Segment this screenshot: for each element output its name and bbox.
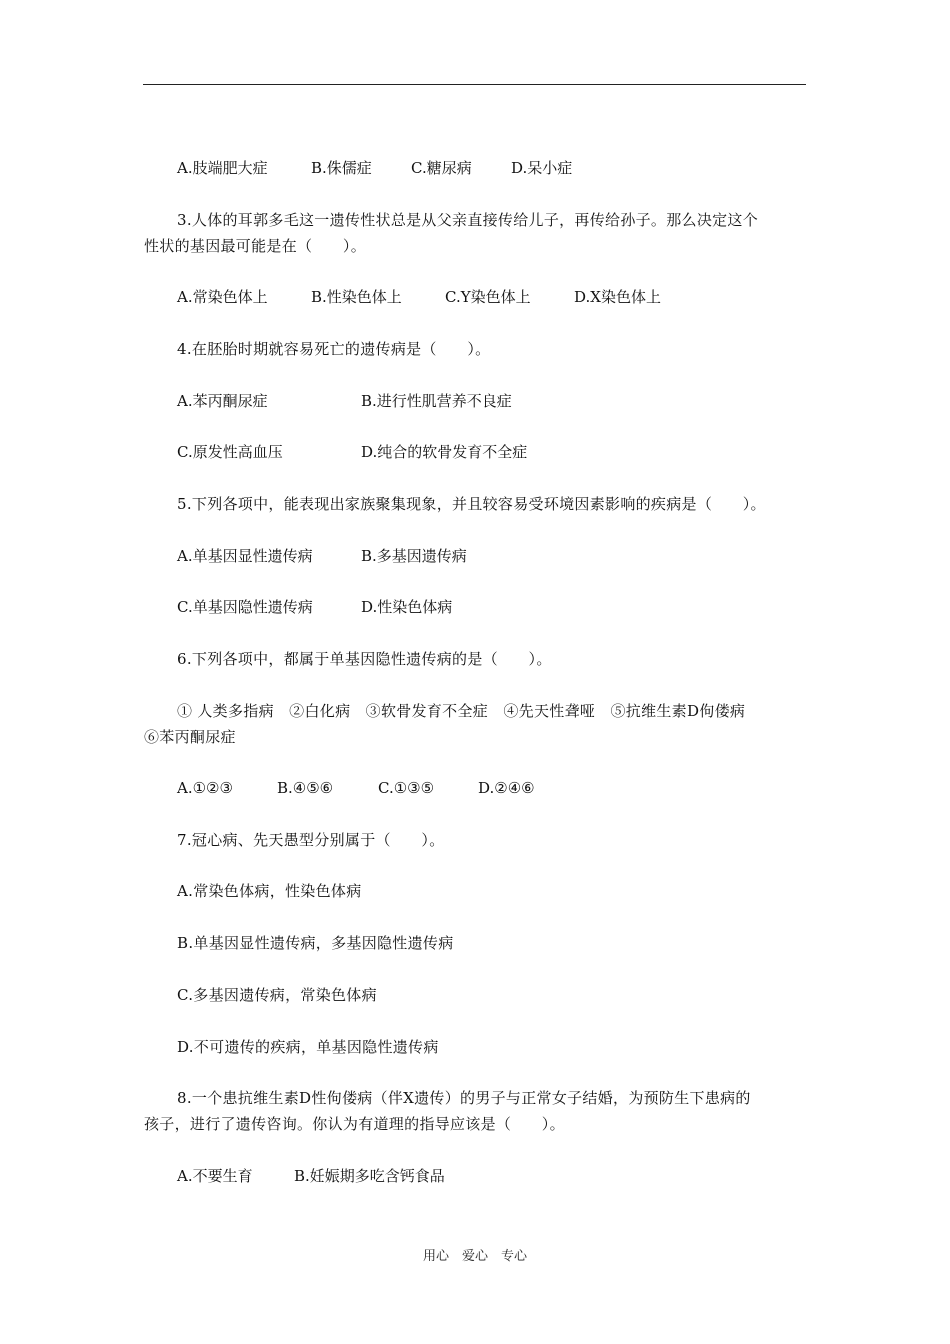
question-3-line-2: 性状的基因最可能是在（ ）。 [144, 237, 367, 255]
option-b: B.单基因显性遗传病，多基因隐性遗传病 [177, 934, 454, 952]
option-b: B.妊娠期多吃含钙食品 [294, 1167, 445, 1185]
option-b: B.多基因遗传病 [361, 547, 467, 565]
option-d: D.X染色体上 [574, 288, 661, 306]
option-d: D.纯合的软骨发育不全症 [361, 443, 528, 461]
option-a: A.常染色体上 [177, 288, 268, 306]
question-8-line-1: 8.一个患抗维生素D性佝偻病（伴X遗传）的男子与正常女子结婚，为预防生下患病的 [177, 1089, 751, 1107]
option-b: B.④⑤⑥ [277, 779, 334, 797]
option-d: D.呆小症 [511, 159, 573, 177]
option-c: C.Y染色体上 [445, 288, 531, 306]
header-rule [143, 84, 806, 85]
option-c: C.①③⑤ [378, 779, 435, 797]
option-a: A.①②③ [177, 779, 233, 797]
option-d: D.②④⑥ [478, 779, 535, 797]
question-4: 4.在胚胎时期就容易死亡的遗传病是（ ）。 [177, 340, 491, 358]
option-c: C.糖尿病 [411, 159, 472, 177]
option-b: B.进行性肌营养不良症 [361, 392, 512, 410]
question-6: 6.下列各项中，都属于单基因隐性遗传病的是（ ）。 [177, 650, 552, 668]
options-row [177, 597, 453, 657]
page-footer: 用心 爱心 专心 [422, 1249, 527, 1264]
option-c: C.原发性高血压 [177, 443, 283, 461]
option-b: B.性染色体上 [311, 288, 402, 306]
option-b: B.侏儒症 [311, 159, 372, 177]
question-8-line-2: 孩子，进行了遗传咨询。你认为有道理的指导应该是（ ）。 [144, 1115, 565, 1133]
option-a: A.肢端肥大症 [177, 159, 268, 177]
question-7: 7.冠心病、先天愚型分别属于（ ）。 [177, 831, 445, 849]
options-row [177, 442, 528, 502]
statements-line-2: ⑥苯丙酮尿症 [144, 728, 236, 746]
option-d: D.性染色体病 [361, 598, 453, 616]
option-a: A.苯丙酮尿症 [177, 392, 268, 410]
question-5: 5.下列各项中，能表现出家族聚集现象，并且较容易受环境因素影响的疾病是（ ）。 [177, 495, 766, 513]
option-d: D.不可遗传的疾病，单基因隐性遗传病 [177, 1038, 439, 1056]
option-a: A.常染色体病，性染色体病 [177, 882, 362, 900]
statements-line-1: ① 人类多指病 ②白化病 ③软骨发育不全症 ④先天性聋哑 ⑤抗维生素D佝偻病 [177, 702, 746, 720]
question-3-line-1: 3.人体的耳郭多毛这一遗传性状总是从父亲直接传给儿子，再传给孙子。那么决定这个 [177, 211, 759, 229]
option-c: C.多基因遗传病，常染色体病 [177, 986, 377, 1004]
option-a: A.不要生育 [177, 1167, 253, 1185]
options-row [177, 1166, 445, 1226]
option-c: C.单基因隐性遗传病 [177, 598, 313, 616]
option-a: A.单基因显性遗传病 [177, 547, 313, 565]
